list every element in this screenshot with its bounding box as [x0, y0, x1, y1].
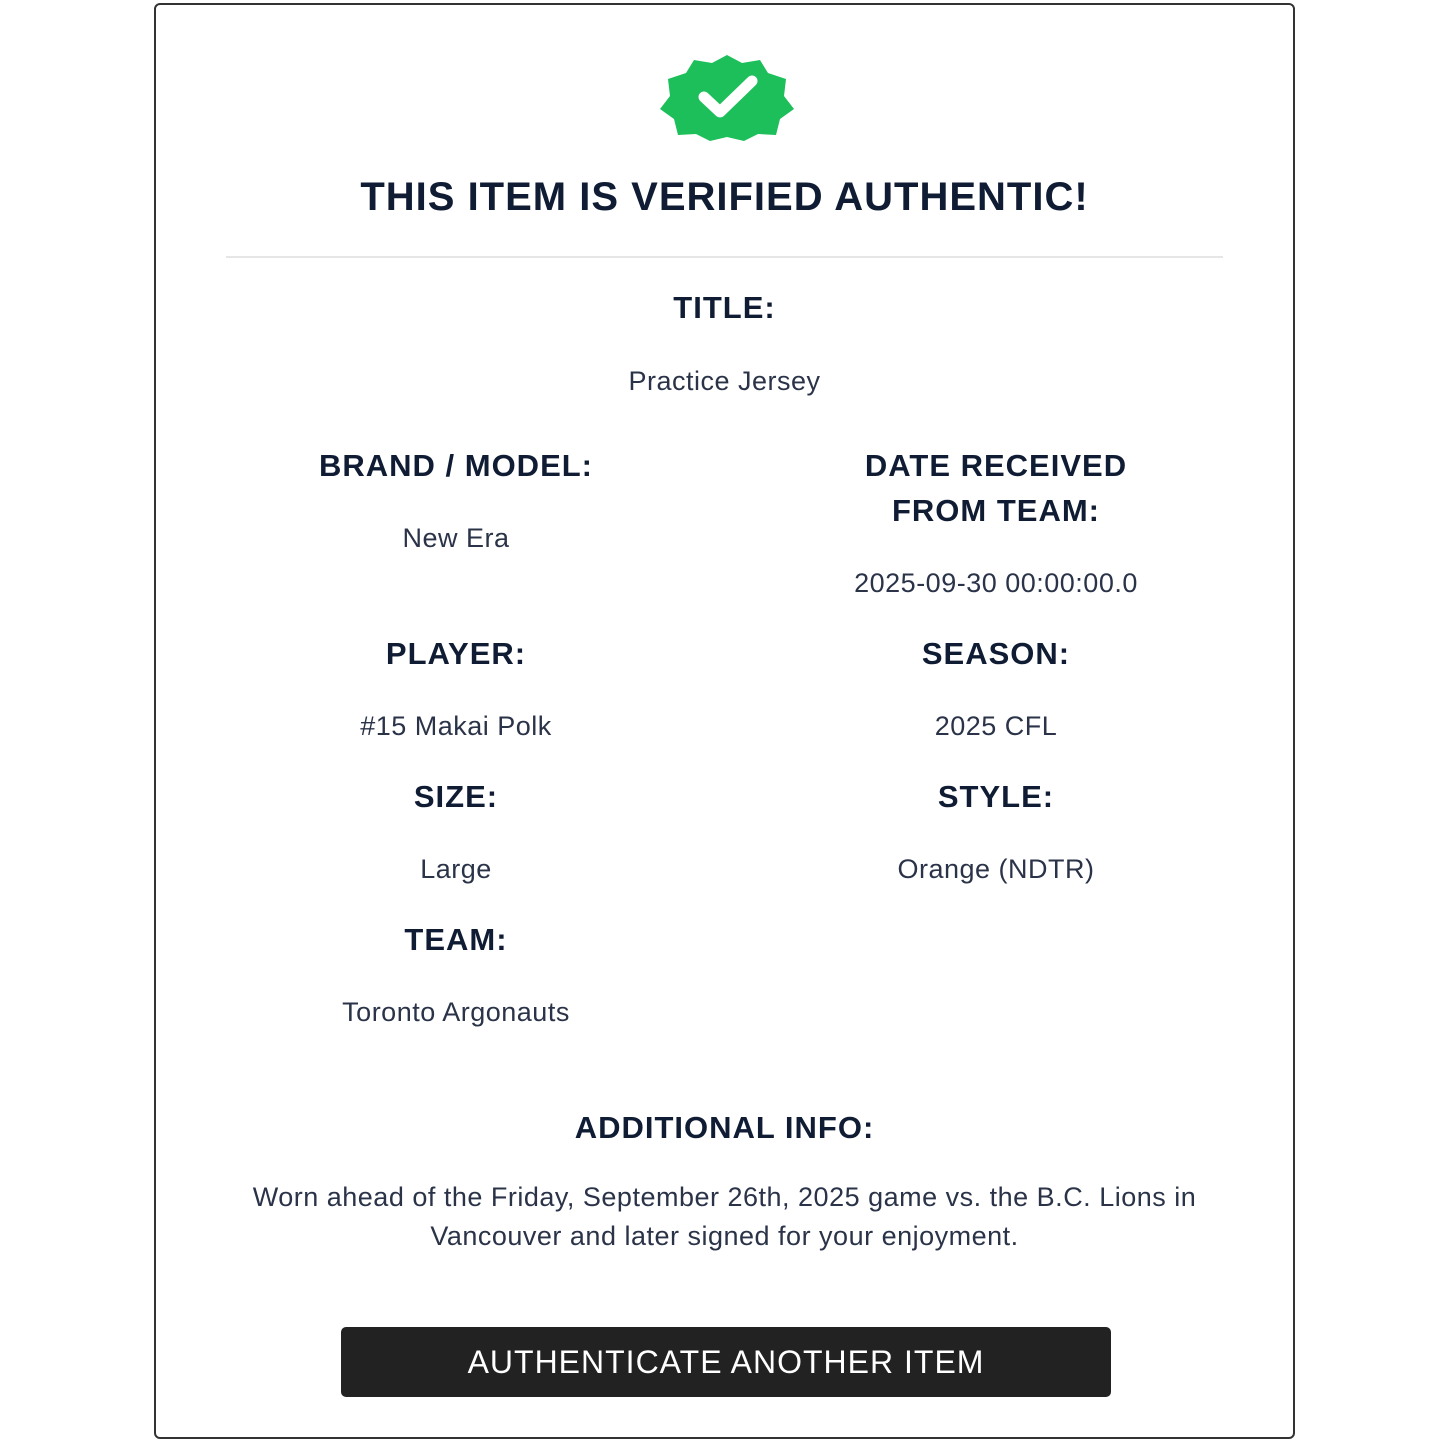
date-received-label-line1: DATE RECEIVED: [864, 448, 1128, 483]
season-value: 2025 CFL: [934, 711, 1058, 741]
title-value: Practice Jersey: [628, 366, 821, 396]
verification-card: [154, 3, 1295, 1439]
style-label: STYLE:: [937, 779, 1055, 814]
player-value: #15 Makai Polk: [360, 711, 552, 741]
brand-model-label: BRAND / MODEL:: [318, 448, 594, 483]
header-divider: [226, 256, 1223, 258]
authenticate-another-item-button[interactable]: AUTHENTICATE ANOTHER ITEM: [341, 1327, 1111, 1397]
date-received-value: 2025-09-30 00:00:00.0: [854, 568, 1138, 598]
additional-info-text: Worn ahead of the Friday, September 26th, 2025 game vs. the B.C. Lions in Vancouver and later signed for your enjoyment.: [252, 1182, 1197, 1251]
verified-headline: THIS ITEM IS VERIFIED AUTHENTIC!: [360, 175, 1089, 219]
season-label: SEASON:: [921, 636, 1071, 671]
brand-model-value: New Era: [402, 523, 510, 553]
player-label: PLAYER:: [385, 636, 527, 671]
verified-badge-icon: [656, 51, 798, 141]
additional-info-label: ADDITIONAL INFO:: [574, 1110, 875, 1145]
team-value: Toronto Argonauts: [342, 997, 570, 1027]
team-label: TEAM:: [404, 922, 508, 957]
size-label: SIZE:: [413, 779, 499, 814]
date-received-label-line2: FROM TEAM:: [891, 493, 1101, 528]
title-label: TITLE:: [673, 290, 776, 325]
date-received-label: [756, 443, 1236, 533]
style-value: Orange (NDTR): [897, 854, 1095, 884]
size-value: Large: [420, 854, 492, 884]
